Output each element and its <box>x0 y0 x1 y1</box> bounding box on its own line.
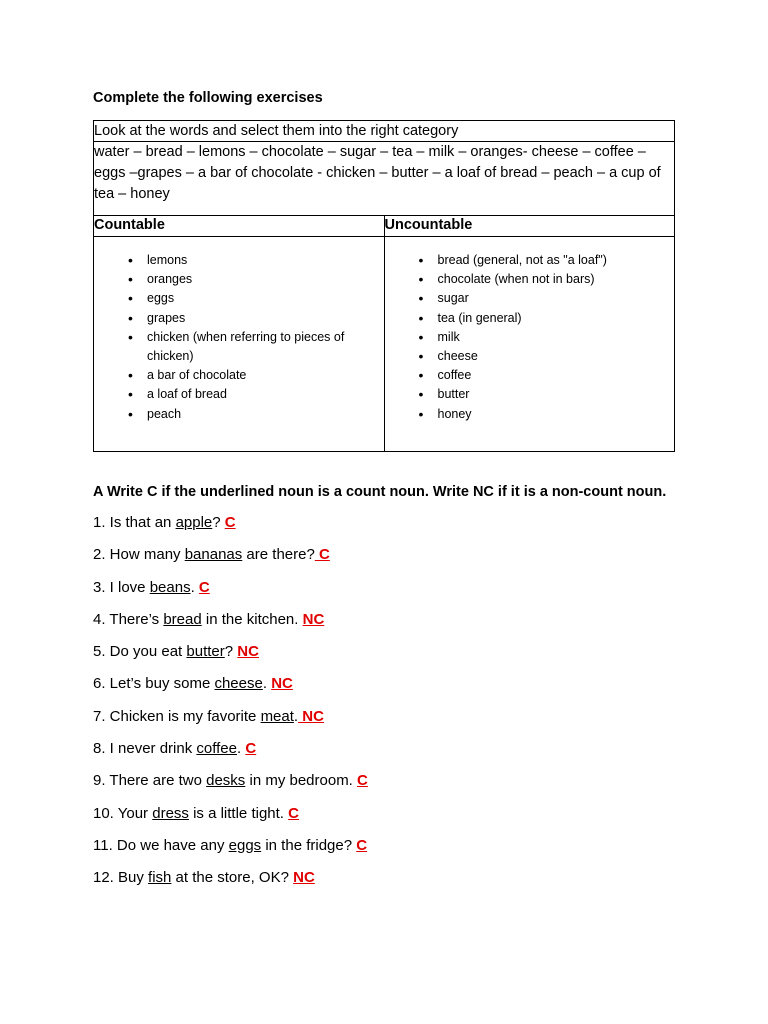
answer-label: C <box>245 740 257 758</box>
answer-label: NC <box>293 869 315 887</box>
question-list <box>93 513 675 901</box>
list-item: • tea (in general) <box>419 309 675 328</box>
question-text: 10. Your <box>93 804 153 822</box>
list-item: • milk <box>419 328 675 347</box>
list-item: • peach <box>128 405 384 424</box>
question-text: ? <box>212 514 225 531</box>
question-item <box>93 707 675 739</box>
page-title: Complete the following exercises <box>93 90 323 106</box>
question-text: 6. Let’s buy some <box>93 675 215 693</box>
question-text: at the store, OK? <box>171 869 294 887</box>
question-text: . <box>293 707 299 725</box>
question-text: 9. There are two <box>93 772 207 790</box>
question-item <box>93 610 675 642</box>
question-text: 11. Do we have any <box>93 836 229 854</box>
answer-label: NC <box>298 707 324 725</box>
list-item: • sugar <box>419 289 675 308</box>
question-item <box>93 739 675 771</box>
answer-label: C <box>357 772 368 790</box>
category-table <box>93 120 675 452</box>
underlined-noun: beans <box>149 578 191 596</box>
question-text: . <box>236 740 246 758</box>
answer-label: C <box>288 804 299 822</box>
question-item <box>93 674 675 706</box>
list-item: • chicken (when referring to pieces of chicken) <box>128 328 384 366</box>
question-item <box>93 642 675 674</box>
question-text: 1. Is that an <box>93 514 176 531</box>
question-item <box>93 771 675 803</box>
question-text: 2. How many <box>93 546 185 564</box>
answer-label: C <box>224 514 236 531</box>
question-item <box>93 836 675 868</box>
list-item: • coffee <box>419 366 675 385</box>
question-item <box>93 578 675 610</box>
uncountable-header: Uncountable <box>384 216 675 237</box>
underlined-noun: cheese <box>214 675 263 693</box>
question-text: in the kitchen. <box>201 610 303 628</box>
question-item <box>93 804 675 836</box>
question-text: is a little tight. <box>188 804 289 822</box>
uncountable-list <box>385 251 675 424</box>
question-text: 8. I never drink <box>93 740 197 758</box>
list-item: • a bar of chocolate <box>128 366 384 385</box>
question-text: in my bedroom. <box>245 772 358 790</box>
underlined-noun: butter <box>186 643 225 661</box>
list-item: • oranges <box>128 270 384 289</box>
underlined-noun: bread <box>163 610 202 628</box>
underlined-noun: coffee <box>196 740 237 758</box>
underlined-noun: apple <box>175 514 213 531</box>
list-item: • eggs <box>128 289 384 308</box>
answer-label: C <box>356 836 368 854</box>
question-item <box>93 545 675 577</box>
list-item: • cheese <box>419 347 675 366</box>
list-item: • grapes <box>128 309 384 328</box>
question-text: 4. There’s <box>93 610 164 628</box>
exercise-a-instruction: A Write C if the underlined noun is a count noun. Write NC if it is a non-count noun. <box>93 484 667 500</box>
word-bank: water – bread – lemons – chocolate – sugar – tea – milk – oranges- cheese – coffee – eggs –grapes – a bar of chocolate - chicken – butter – a loaf of bread – peach – a cup of tea – honey <box>94 142 675 216</box>
underlined-noun: desks <box>206 772 246 790</box>
list-item: • chocolate (when not in bars) <box>419 270 675 289</box>
list-item: • a loaf of bread <box>128 385 384 404</box>
answer-label: NC <box>302 610 325 628</box>
question-text: 5. Do you eat <box>93 643 187 661</box>
question-text: 12. Buy <box>93 869 149 887</box>
question-item <box>93 513 675 545</box>
question-text: . <box>262 675 272 693</box>
answer-label: NC <box>237 643 259 661</box>
question-text: ? <box>224 643 238 661</box>
question-text: in the fridge? <box>261 836 357 854</box>
answer-label: NC <box>271 675 293 693</box>
countable-list <box>94 251 384 424</box>
underlined-noun: dress <box>152 804 189 822</box>
list-item: • butter <box>419 385 675 404</box>
table-instruction: Look at the words and select them into the right category <box>94 121 675 142</box>
list-item: • bread (general, not as "a loaf") <box>419 251 675 270</box>
underlined-noun: eggs <box>228 836 262 854</box>
answer-label: C <box>314 546 330 564</box>
list-item: • lemons <box>128 251 384 270</box>
question-text: . <box>190 578 199 596</box>
question-item <box>93 868 675 900</box>
underlined-noun: fish <box>148 869 172 887</box>
underlined-noun: bananas <box>184 546 243 564</box>
underlined-noun: meat <box>260 707 294 725</box>
question-text: are there? <box>242 546 315 564</box>
countable-cell <box>94 237 385 452</box>
countable-header: Countable <box>94 216 385 237</box>
question-text: 7. Chicken is my favorite <box>93 707 261 725</box>
list-item: • honey <box>419 405 675 424</box>
question-text: 3. I love <box>93 578 150 596</box>
answer-label: C <box>198 578 210 596</box>
worksheet-page <box>93 88 675 901</box>
uncountable-cell <box>384 237 675 452</box>
